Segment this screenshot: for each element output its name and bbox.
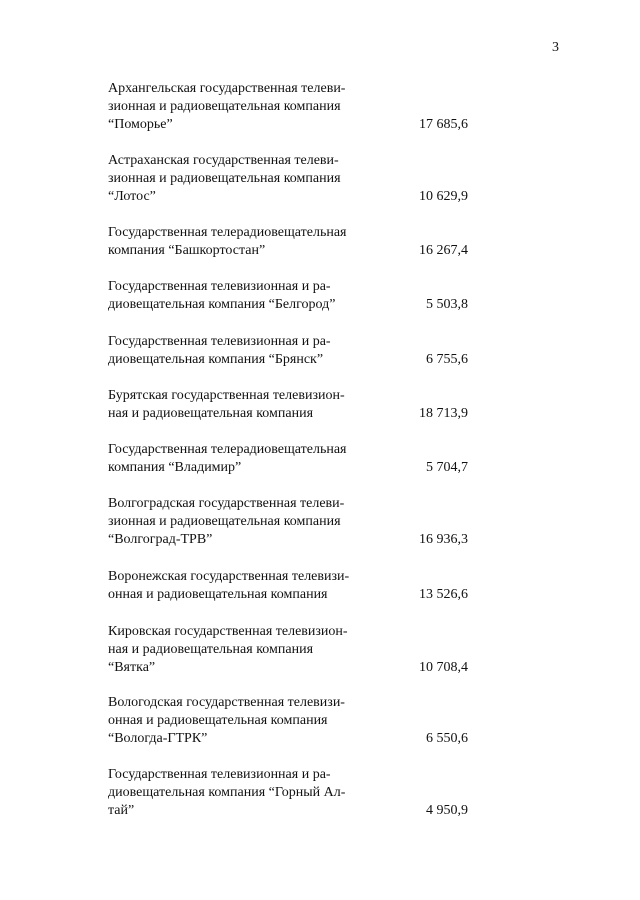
company-name: Государственная телерадиовещательная компания “Башкортостан” (108, 225, 347, 258)
list-item (108, 623, 468, 677)
list-item (108, 80, 468, 134)
company-name: Государственная телевизионная и ра- диовещательная компания “Горный Ал- тай” (108, 767, 346, 818)
amount-value: 4 950,9 (426, 803, 468, 818)
company-name: Вологодская государственная телевизи- онная и радиовещательная компания “Вологда-ГТРК” (108, 695, 345, 746)
list-item (108, 224, 468, 260)
amount-value: 17 685,6 (419, 117, 468, 132)
company-name: Кировская государственная телевизион- ная и радиовещательная компания “Вятка” (108, 624, 348, 675)
company-name: Волгоградская государственная телеви- зионная и радиовещательная компания “Волгоград-ТРВ” (108, 496, 345, 547)
list-item (108, 568, 468, 604)
list-item (108, 152, 468, 206)
list-item (108, 387, 468, 423)
company-name: Государственная телерадиовещательная компания “Владимир” (108, 442, 347, 475)
company-name: Архангельская государственная телеви- зионная и радиовещательная компания “Поморье” (108, 81, 346, 132)
list-item (108, 333, 468, 369)
page-number: 3 (552, 40, 559, 55)
amount-value: 18 713,9 (419, 406, 468, 421)
amount-value: 10 708,4 (419, 660, 468, 675)
amount-value: 6 755,6 (426, 352, 468, 367)
amount-value: 5 704,7 (426, 460, 468, 475)
amount-value: 13 526,6 (419, 587, 468, 602)
amount-value: 5 503,8 (426, 297, 468, 312)
list-item (108, 278, 468, 314)
amount-value: 16 936,3 (419, 532, 468, 547)
company-name: Астраханская государственная телеви- зионная и радиовещательная компания “Лотос” (108, 153, 341, 204)
amount-value: 16 267,4 (419, 243, 468, 258)
list-item (108, 766, 468, 820)
company-name: Государственная телевизионная и ра- диовещательная компания “Белгород” (108, 279, 336, 312)
company-name: Бурятская государственная телевизион- ная и радиовещательная компания (108, 388, 345, 421)
list-item (108, 694, 468, 748)
company-name: Воронежская государственная телевизи- онная и радиовещательная компания (108, 569, 350, 602)
list-item (108, 441, 468, 477)
amount-value: 6 550,6 (426, 731, 468, 746)
list-item (108, 495, 468, 549)
company-name: Государственная телевизионная и ра- диовещательная компания “Брянск” (108, 334, 331, 367)
amount-value: 10 629,9 (419, 189, 468, 204)
